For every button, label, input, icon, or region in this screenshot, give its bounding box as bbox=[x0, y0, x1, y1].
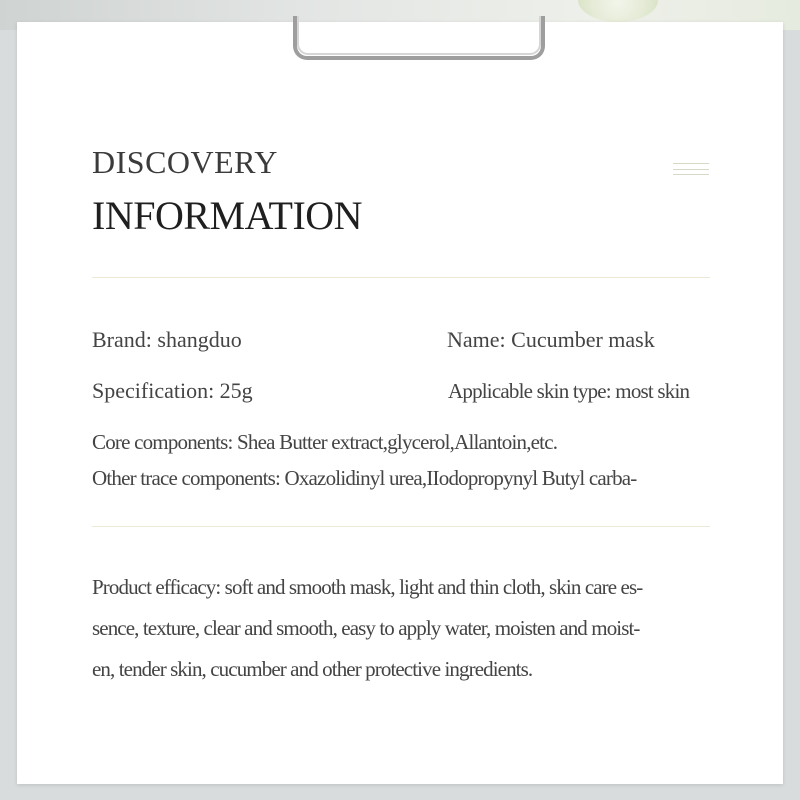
efficacy-line-1: Product efficacy: soft and smooth mask, light and thin cloth, skin care es- bbox=[92, 575, 643, 599]
efficacy-line-2: sence, texture, clear and smooth, easy to apply water, moisten and moist- bbox=[92, 616, 640, 640]
heading-discovery: DISCOVERY bbox=[92, 144, 278, 180]
divider-top bbox=[92, 277, 710, 278]
specification-text: Specification: 25g bbox=[92, 378, 253, 403]
clip-ring-highlight bbox=[297, 16, 541, 55]
efficacy-line-3: en, tender skin, cucumber and other protective ingredients. bbox=[92, 657, 533, 681]
decorative-lines-icon bbox=[673, 163, 709, 173]
trace-components-text: Other trace components: Oxazolidinyl urea,IIodopropynyl Butyl carba- bbox=[92, 466, 637, 490]
core-components-text: Core components: Shea Butter extract,glycerol,Allantoin,etc. bbox=[92, 430, 558, 454]
heading-information: INFORMATION bbox=[92, 193, 363, 238]
brand-text: Brand: shangduo bbox=[92, 327, 242, 352]
name-text: Name: Cucumber mask bbox=[447, 327, 655, 352]
divider-middle bbox=[92, 526, 710, 527]
clipboard-clip-icon bbox=[281, 14, 557, 74]
skin-type-text: Applicable skin type: most skin bbox=[448, 379, 690, 403]
product-efficacy bbox=[92, 567, 716, 690]
